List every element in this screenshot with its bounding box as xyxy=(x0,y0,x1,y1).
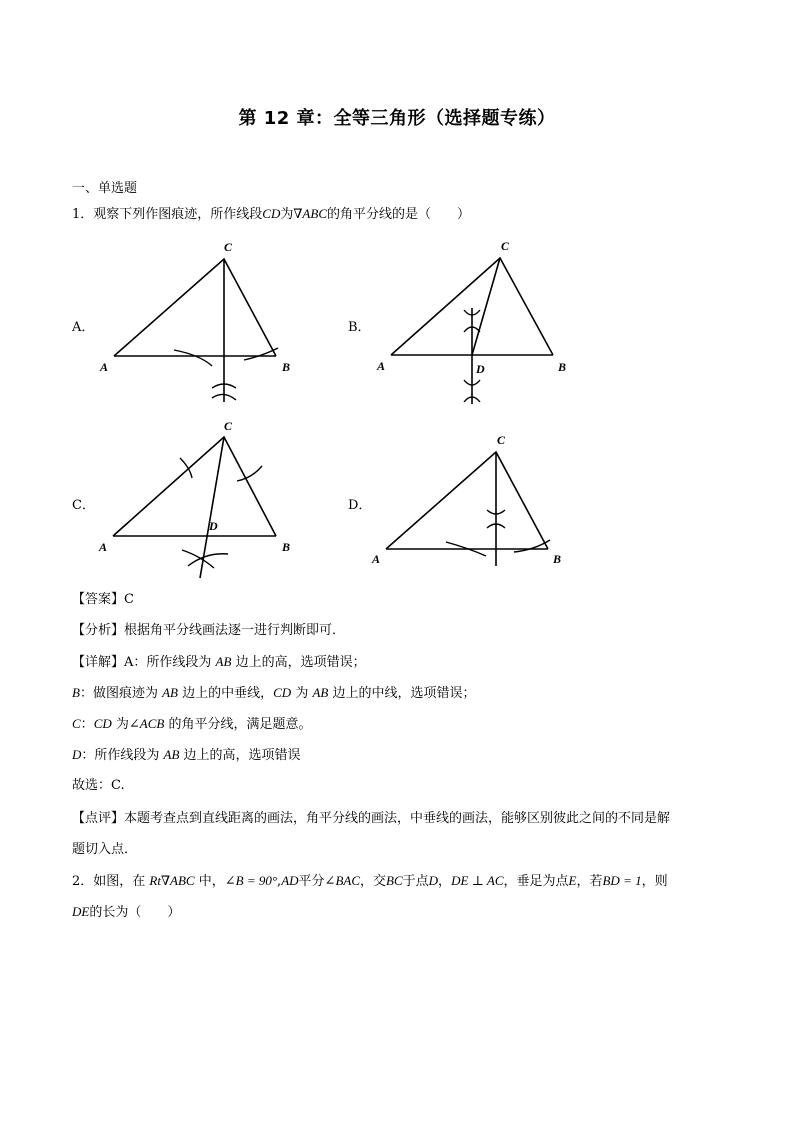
detail-b-mid: 边上的中垂线， xyxy=(177,686,274,701)
q2-ad: AD xyxy=(281,873,299,888)
comment-tag: 【点评】 xyxy=(72,811,125,826)
q1-cd: CD xyxy=(262,206,281,221)
conclusion-line: 故选：C. xyxy=(72,778,125,793)
figure-b-median xyxy=(472,258,500,355)
figure-c-sides xyxy=(113,437,276,536)
q2-angle-bac: ∠BAC xyxy=(324,873,360,888)
q1-prefix: 1．观察下列作图痕迹，所作线段 xyxy=(72,207,263,222)
option-a-label: A． xyxy=(72,320,95,335)
option-c-label: C． xyxy=(72,498,95,513)
figure-c-label-c: C xyxy=(224,419,233,433)
detail-c-label: C xyxy=(72,716,81,731)
q1-suffix: 的角平分线的是（ ） xyxy=(327,207,471,222)
figure-d-sides xyxy=(386,452,548,549)
detail-line-d xyxy=(72,746,301,765)
figure-c xyxy=(98,419,290,578)
q2-e: E xyxy=(568,873,577,888)
figure-a-label-b: B xyxy=(282,360,291,374)
q2-p11: 的长为（ ） xyxy=(89,905,181,920)
detail-tag: 【详解】 xyxy=(72,655,125,670)
detail-b-ab: AB xyxy=(162,685,178,700)
q2-p5: ，交 xyxy=(360,874,387,889)
answer-line xyxy=(72,591,134,609)
q2-p8: ，垂足为点 xyxy=(503,874,569,889)
q2-p4: 平分 xyxy=(298,874,325,889)
detail-d-pre: ：所作线段为 xyxy=(81,748,164,763)
figure-a-arc-right xyxy=(244,348,278,360)
analysis-tag: 【分析】 xyxy=(72,623,125,638)
page-title: 第 12 章：全等三角形（选择题专练） xyxy=(238,108,556,129)
figure-c-label-b: B xyxy=(282,540,291,554)
q2-p1: 2．如图，在 xyxy=(72,874,150,889)
detail-c-mid: 为 xyxy=(111,717,129,732)
q1-mid: 为 xyxy=(280,207,294,222)
q2-p3: , xyxy=(277,874,282,889)
detail-a-pre: A：所作线段为 xyxy=(124,655,216,670)
detail-b-mid2: 为 xyxy=(291,686,313,701)
figure-b-label-b: B xyxy=(558,360,567,374)
q2-p2: 中， xyxy=(194,874,225,889)
q2-angle-b: ∠B = 90° xyxy=(224,873,278,888)
question-2-stem-line-1 xyxy=(72,872,668,891)
detail-b-pre: ：做图痕迹为 xyxy=(79,686,163,701)
detail-line-b xyxy=(72,684,475,703)
q2-p9: ，若 xyxy=(576,874,603,889)
comment-line-1 xyxy=(72,810,670,828)
option-d-label: D． xyxy=(348,498,372,513)
detail-d-ab: AB xyxy=(163,747,180,762)
detail-c-pre: ： xyxy=(80,717,94,732)
analysis-text: 根据角平分线画法逐一进行判断即可． xyxy=(124,623,346,638)
figure-a xyxy=(99,240,290,402)
figure-b xyxy=(376,239,566,404)
detail-c-cd: CD xyxy=(93,716,112,731)
figure-d-label-b: B xyxy=(553,552,562,566)
figure-c-label-d: D xyxy=(209,519,218,533)
detail-a-post: 边上的高，选项错误； xyxy=(231,655,366,670)
detail-c-angle: ∠ACB xyxy=(128,716,165,731)
figure-a-arc-left xyxy=(174,350,212,366)
q2-bd: BD = 1 xyxy=(602,873,642,888)
q2-de: DE xyxy=(72,904,90,919)
detail-b-ab2: AB xyxy=(312,685,329,700)
q2-p6: 于点 xyxy=(402,874,429,889)
q2-bc: BC xyxy=(386,873,403,888)
figure-a-label-a: A xyxy=(100,360,109,374)
figure-b-label-d: D xyxy=(476,362,485,376)
figure-c-label-a: A xyxy=(99,540,108,554)
q1-triangle: ∇ABC xyxy=(293,206,327,221)
detail-a-ab: AB xyxy=(215,654,232,669)
figure-a-sides xyxy=(114,259,276,356)
figure-d-label-c: C xyxy=(497,433,506,447)
detail-line-a xyxy=(72,653,366,672)
q2-p7: ， xyxy=(438,874,452,889)
q2-p10: ，则 xyxy=(641,874,668,889)
figure-d xyxy=(371,433,561,566)
q2-rt-triangle: Rt∇ABC xyxy=(149,873,195,888)
detail-b-label: B xyxy=(72,685,80,700)
analysis-line xyxy=(72,622,345,640)
comment-text-1: 本题考查点到直线距离的画法，角平分线的画法，中垂线的画法，能够区别彼此之间的不同是解 xyxy=(124,811,671,826)
option-b-label: B． xyxy=(348,320,371,335)
detail-line-c xyxy=(72,715,311,734)
q2-de-perp-ac: DE ⊥ AC xyxy=(451,873,504,888)
detail-c-post: 的角平分线，满足题意。 xyxy=(164,717,312,732)
comment-line-2: 题切入点． xyxy=(72,842,138,857)
detail-b-cd: CD xyxy=(273,685,292,700)
detail-b-post: 边上的中线，选项错误； xyxy=(328,686,476,701)
figure-d-label-a: A xyxy=(372,552,381,566)
q2-d: D xyxy=(428,873,439,888)
figure-b-label-a: A xyxy=(377,359,386,373)
figure-b-label-c: C xyxy=(501,239,510,253)
detail-d-label: D xyxy=(72,747,82,762)
answer-value: C xyxy=(124,592,134,607)
section-heading: 一、单选题 xyxy=(72,181,138,196)
detail-d-post: 边上的高，选项错误 xyxy=(179,748,301,763)
answer-tag: 【答案】 xyxy=(72,592,125,607)
figure-a-label-c: C xyxy=(224,240,233,254)
question-2-stem-line-2 xyxy=(72,903,180,922)
